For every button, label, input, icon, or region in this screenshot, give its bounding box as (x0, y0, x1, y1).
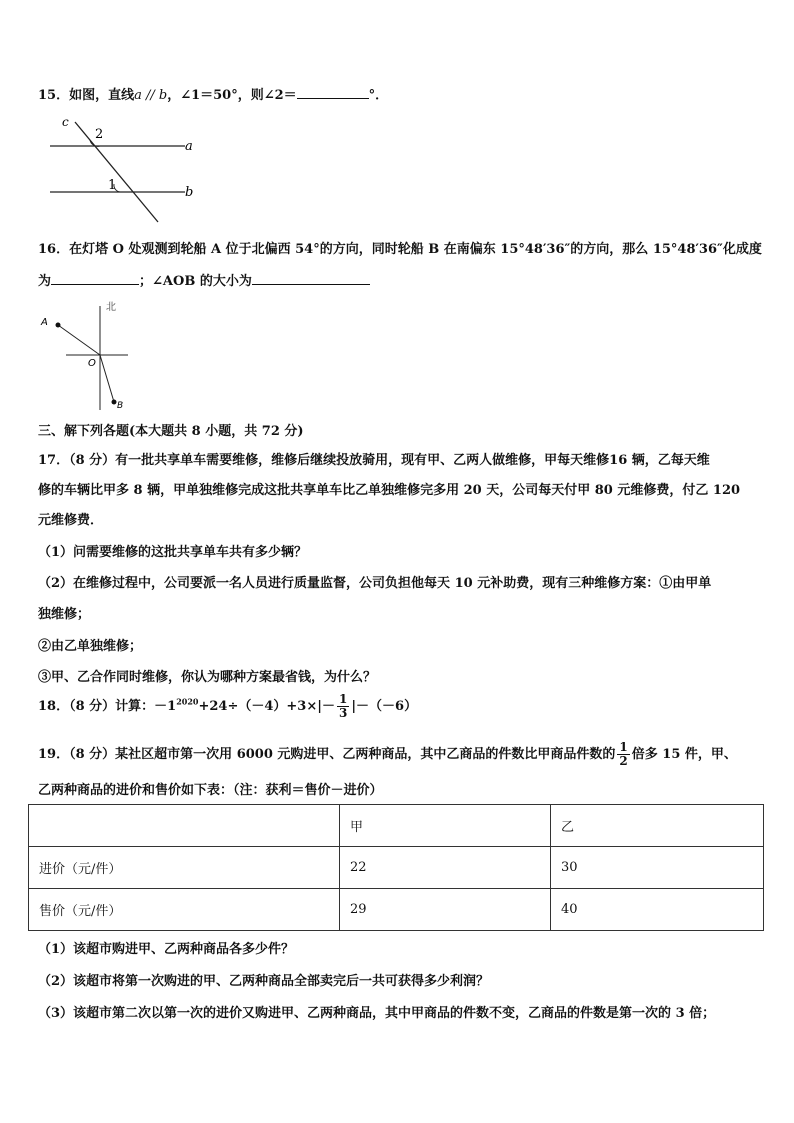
table-cell: 乙 (551, 805, 764, 847)
q19-part1: （1）该超市购进甲、乙两种商品各多少件？ (38, 942, 295, 957)
q15-suffix: °． (368, 88, 389, 103)
q15-parallel: a // b (134, 88, 168, 103)
table-cell: 30 (551, 847, 764, 889)
q19-fraction-num: 1 (619, 740, 628, 754)
q18-text (38, 693, 417, 720)
q17-part2c: ②由乙单独维修； (38, 639, 143, 654)
q16-line2-prefix: 为 (38, 274, 52, 289)
q18-fraction (337, 693, 349, 720)
q19-line1 (38, 741, 737, 768)
q19-line2: 乙两种商品的进价和售价如下表：（注：获利＝售价－进价） (38, 783, 383, 798)
q19-part3: （3）该超市第二次以第一次的进价又购进甲、乙两种商品，其中甲商品的件数不变，乙商品的件数是第一次的 3 倍； (38, 1006, 716, 1021)
q19-part2: （2）该超市将第一次购进的甲、乙两种商品全部卖完后一共可获得多少利润？ (38, 974, 490, 989)
q16-line2 (38, 270, 370, 289)
q19-line1a: 19．（8 分）某社区超市第一次用 6000 元购进甲、乙两种商品，其中乙商品的件数比甲商品件数的 (38, 747, 616, 762)
q17-part2a: （2）在维修过程中，公司要派一名人员进行质量监督，公司负担他每天 10 元补助费，现有三种维修方案：①由甲单 (38, 576, 712, 591)
q16-line1: 16．在灯塔 O 处观测到轮船 A 位于北偏西 54°的方向，同时轮船 B 在南偏东 15°48′36″的方向，那么 15°48′36″化成度 (38, 242, 762, 257)
price-table (28, 804, 764, 931)
q17-part2d: ③甲、乙合作同时维修，你认为哪种方案最省钱，为什么？ (38, 670, 377, 685)
table-row (29, 847, 764, 889)
q16-figure (36, 298, 146, 416)
q18-fraction-den: 3 (338, 706, 348, 720)
table-cell: 进价（元/件） (29, 847, 340, 889)
table-cell: 售价（元/件） (29, 889, 340, 931)
q15-label-c: c (62, 115, 69, 129)
q16-line2-mid: ；∠AOB 的大小为 (139, 274, 252, 289)
q17-part1: （1）问需要维修的这批共享单车共有多少辆？ (38, 545, 308, 560)
section3-heading: 三、解下列各题(本大题共 8 小题，共 72 分) (38, 424, 304, 439)
q15-label-2: 2 (95, 127, 104, 142)
table-cell (29, 805, 340, 847)
q15-text (38, 84, 388, 103)
table-cell: 甲 (340, 805, 551, 847)
q19-fraction (617, 741, 629, 768)
q15-figure (40, 112, 210, 227)
q15-mid: ，∠1＝50°，则∠2＝ (167, 88, 297, 103)
q16-label-O: O (88, 358, 96, 369)
table-cell: 40 (551, 889, 764, 931)
q16-answer-blank-1[interactable] (51, 272, 139, 285)
q15-prefix: 15．如图，直线 (38, 88, 135, 103)
table-cell: 22 (340, 847, 551, 889)
q15-label-a: a (185, 139, 193, 154)
q15-label-b: b (185, 185, 194, 200)
table-row (29, 805, 764, 847)
q16-label-north: 北 (106, 302, 116, 313)
q17-line1: 17．（8 分）有一批共享单车需要维修，维修后继续投放骑用，现有甲、乙两人做维修，甲每天维修16 辆，乙每天维 (38, 453, 710, 468)
q18-prefix: 18．（8 分）计算： (38, 699, 155, 714)
q18-exponent: 2020 (176, 696, 199, 707)
q18-exp-a: －1 (154, 699, 177, 714)
q17-line2: 修的车辆比甲多 8 辆，甲单独维修完成这批共享单车比乙单独维修完多用 20 天，公司每天付甲 80 元维修费，付乙 120 (38, 483, 741, 498)
q18-exp-b: +24÷（－4）+3×|－ (198, 699, 335, 714)
q16-label-B: B (117, 401, 124, 411)
table-cell: 29 (340, 889, 551, 931)
q19-line1b: 倍多 15 件，甲、 (631, 747, 737, 762)
q19-fraction-den: 2 (619, 754, 628, 768)
q17-line3: 元维修费． (38, 513, 104, 528)
q18-fraction-num: 1 (338, 692, 348, 706)
q15-answer-blank[interactable] (297, 86, 369, 99)
q16-label-A: A (41, 317, 48, 328)
table-row (29, 889, 764, 931)
q15-label-1: 1 (108, 178, 117, 193)
q16-answer-blank-2[interactable] (252, 272, 370, 285)
q17-part2b: 独维修； (38, 607, 91, 622)
q18-exp-c: |－（－6） (351, 699, 418, 714)
